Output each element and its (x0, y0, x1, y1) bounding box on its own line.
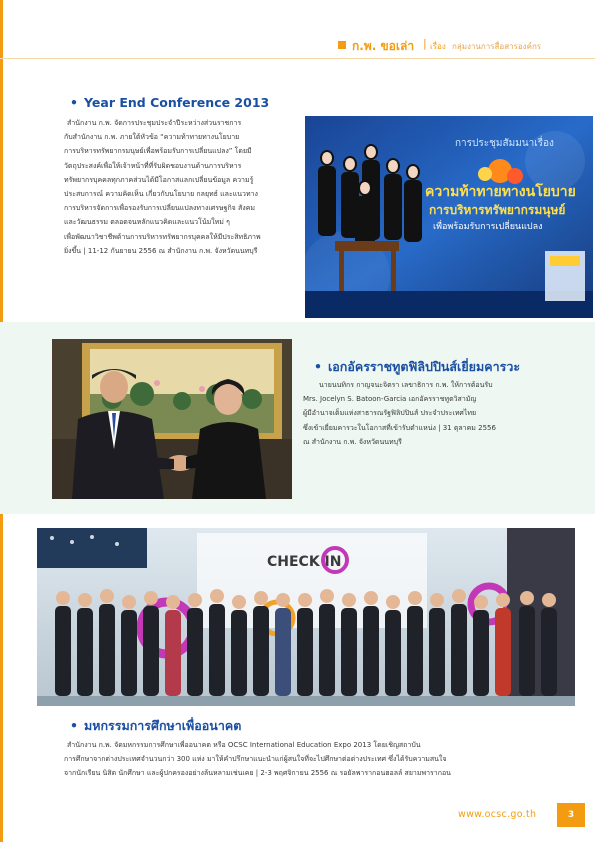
banner-line2: ความท้าทายทางนโยบาย (425, 184, 576, 200)
banner-line4: เพื่อพร้อมรับการเปลี่ยนแปลง (433, 222, 543, 232)
handshake-photo (52, 339, 292, 499)
section3-bullet: • (70, 718, 78, 733)
banner-line3: การบริหารทรัพยากรมนุษย์ (429, 203, 566, 217)
section3-heading-text: มหกรรมการศึกษาเพื่ออนาคต (84, 718, 242, 733)
section3-line: จากนักเรียน นิสิต นักศึกษา และผู้ปกครองอย่างล้นหลามเช่นเคย | 2-3 พฤศจิกายน 2556 ณ รอยัลพารากอนฮอลล์ สยามพารากอน (64, 769, 451, 778)
section3-paragraph (64, 738, 580, 781)
header-square-icon (338, 41, 346, 49)
section1-line: และวัฒนธรรม ตลอดจนหลักแนวคิดและแนวโน้มใหม่ ๆ (64, 218, 230, 227)
section2-line: ซึ่งเข้าเยี่ยมคารวะในโอกาสที่เข้ารับตำแหน่ง | 31 ตุลาคม 2556 (303, 423, 496, 432)
section1-line: ประสบการณ์ ความคิดเห็น เกี่ยวกับนโยบาย กลยุทธ์ และแนวทาง (64, 190, 258, 199)
conference-photo (305, 116, 593, 318)
section2-heading-text: เอกอัครราชทูตฟิลิปปินส์เยี่ยมคารวะ (328, 359, 521, 374)
page-number: 3 (557, 803, 585, 827)
section1-line: สำนักงาน ก.พ. จัดการประชุมประจำปีระหว่างส่วนราชการ (67, 119, 242, 127)
footer-website-link[interactable]: www.ocsc.go.th (458, 809, 537, 820)
handshake-photo-graphic (52, 339, 292, 499)
education-expo-photo-graphic (37, 528, 575, 706)
header-subtitle-department: กลุ่มงานการสื่อสารองค์กร (452, 42, 542, 51)
header-title: ก.พ. ขอเล่า (352, 39, 415, 53)
conference-photo-graphic (305, 116, 593, 318)
header-subtitle: เรื่อง (430, 42, 446, 51)
section2-bullet: • (314, 359, 322, 374)
section1-line: เพื่อพัฒนาวิชาชีพด้านการบริหารทรัพยากรบุคคลให้มีประสิทธิภาพ (64, 232, 261, 241)
section1-paragraph (64, 116, 302, 258)
banner-line1: การประชุมสัมมนาเรื่อง (455, 138, 554, 149)
section3-line: สำนักงาน ก.พ. จัดมหกรรมการศึกษาเพื่ออนาคต หรือ OCSC International Education Expo 2013 โดยเชิญสถาบัน (67, 741, 421, 749)
section2-line: นายนนทิกร กาญจนะจิตรา เลขาธิการ ก.พ. ให้การต้อนรับ (319, 381, 493, 389)
expo-people-row (55, 589, 557, 696)
section3-line: การศึกษาจากต่างประเทศจำนวนกว่า 300 แห่ง มาให้คำปรึกษาแนะนำแก่ผู้สนใจที่จะไปศึกษาต่อต่างประเทศ ซึ่งได้รับความสนใจ (64, 755, 447, 764)
backdrop-text: CHECK IN (267, 554, 342, 570)
section2-heading (314, 357, 520, 377)
header-divider (0, 58, 595, 59)
section1-line: กับสำนักงาน ก.พ. ภายใต้หัวข้อ “ความท้าทายทางนโยบาย (64, 133, 240, 142)
section1-line: ยิ่งขึ้น | 11-12 กันยายน 2556 ณ สำนักงาน ก.พ. จังหวัดนนทบุรี (64, 246, 258, 255)
section1-heading (70, 95, 269, 110)
section3-heading (70, 716, 241, 736)
section2-line: Mrs. Jocelyn S. Batoon-Garcia เอกอัครราชทูตวิสามัญ (303, 395, 477, 404)
section2-line: ผู้มีอำนาจเต็มแห่งสาธารณรัฐฟิลิปปินส์ ประจำประเทศไทย (303, 409, 477, 418)
section1-line: การบริหารทรัพยากรมนุษย์เพื่อพร้อมรับการเปลี่ยนแปลง” โดยมี (64, 147, 252, 156)
section1-heading-text: Year End Conference 2013 (84, 95, 270, 110)
header-separator: | (423, 37, 427, 50)
section1-line: การบริหารจัดการเพื่อรองรับการเปลี่ยนแปลงทางเศรษฐกิจ สังคม (64, 204, 255, 213)
education-expo-photo (37, 528, 575, 706)
section1-bullet: • (70, 95, 78, 110)
section2-line: ณ สำนักงาน ก.พ. จังหวัดนนทบุรี (303, 437, 402, 446)
section1-line: ทรัพยากรบุคคลทุกภาคส่วนได้มีโอกาสแลกเปลี่ยนข้อมูล ความรู้ (64, 175, 254, 184)
section2-paragraph (303, 378, 591, 449)
section1-line: วัตถุประสงค์เพื่อให้เจ้าหน้าที่ที่รับผิดชอบงานด้านการบริหาร (64, 161, 242, 170)
